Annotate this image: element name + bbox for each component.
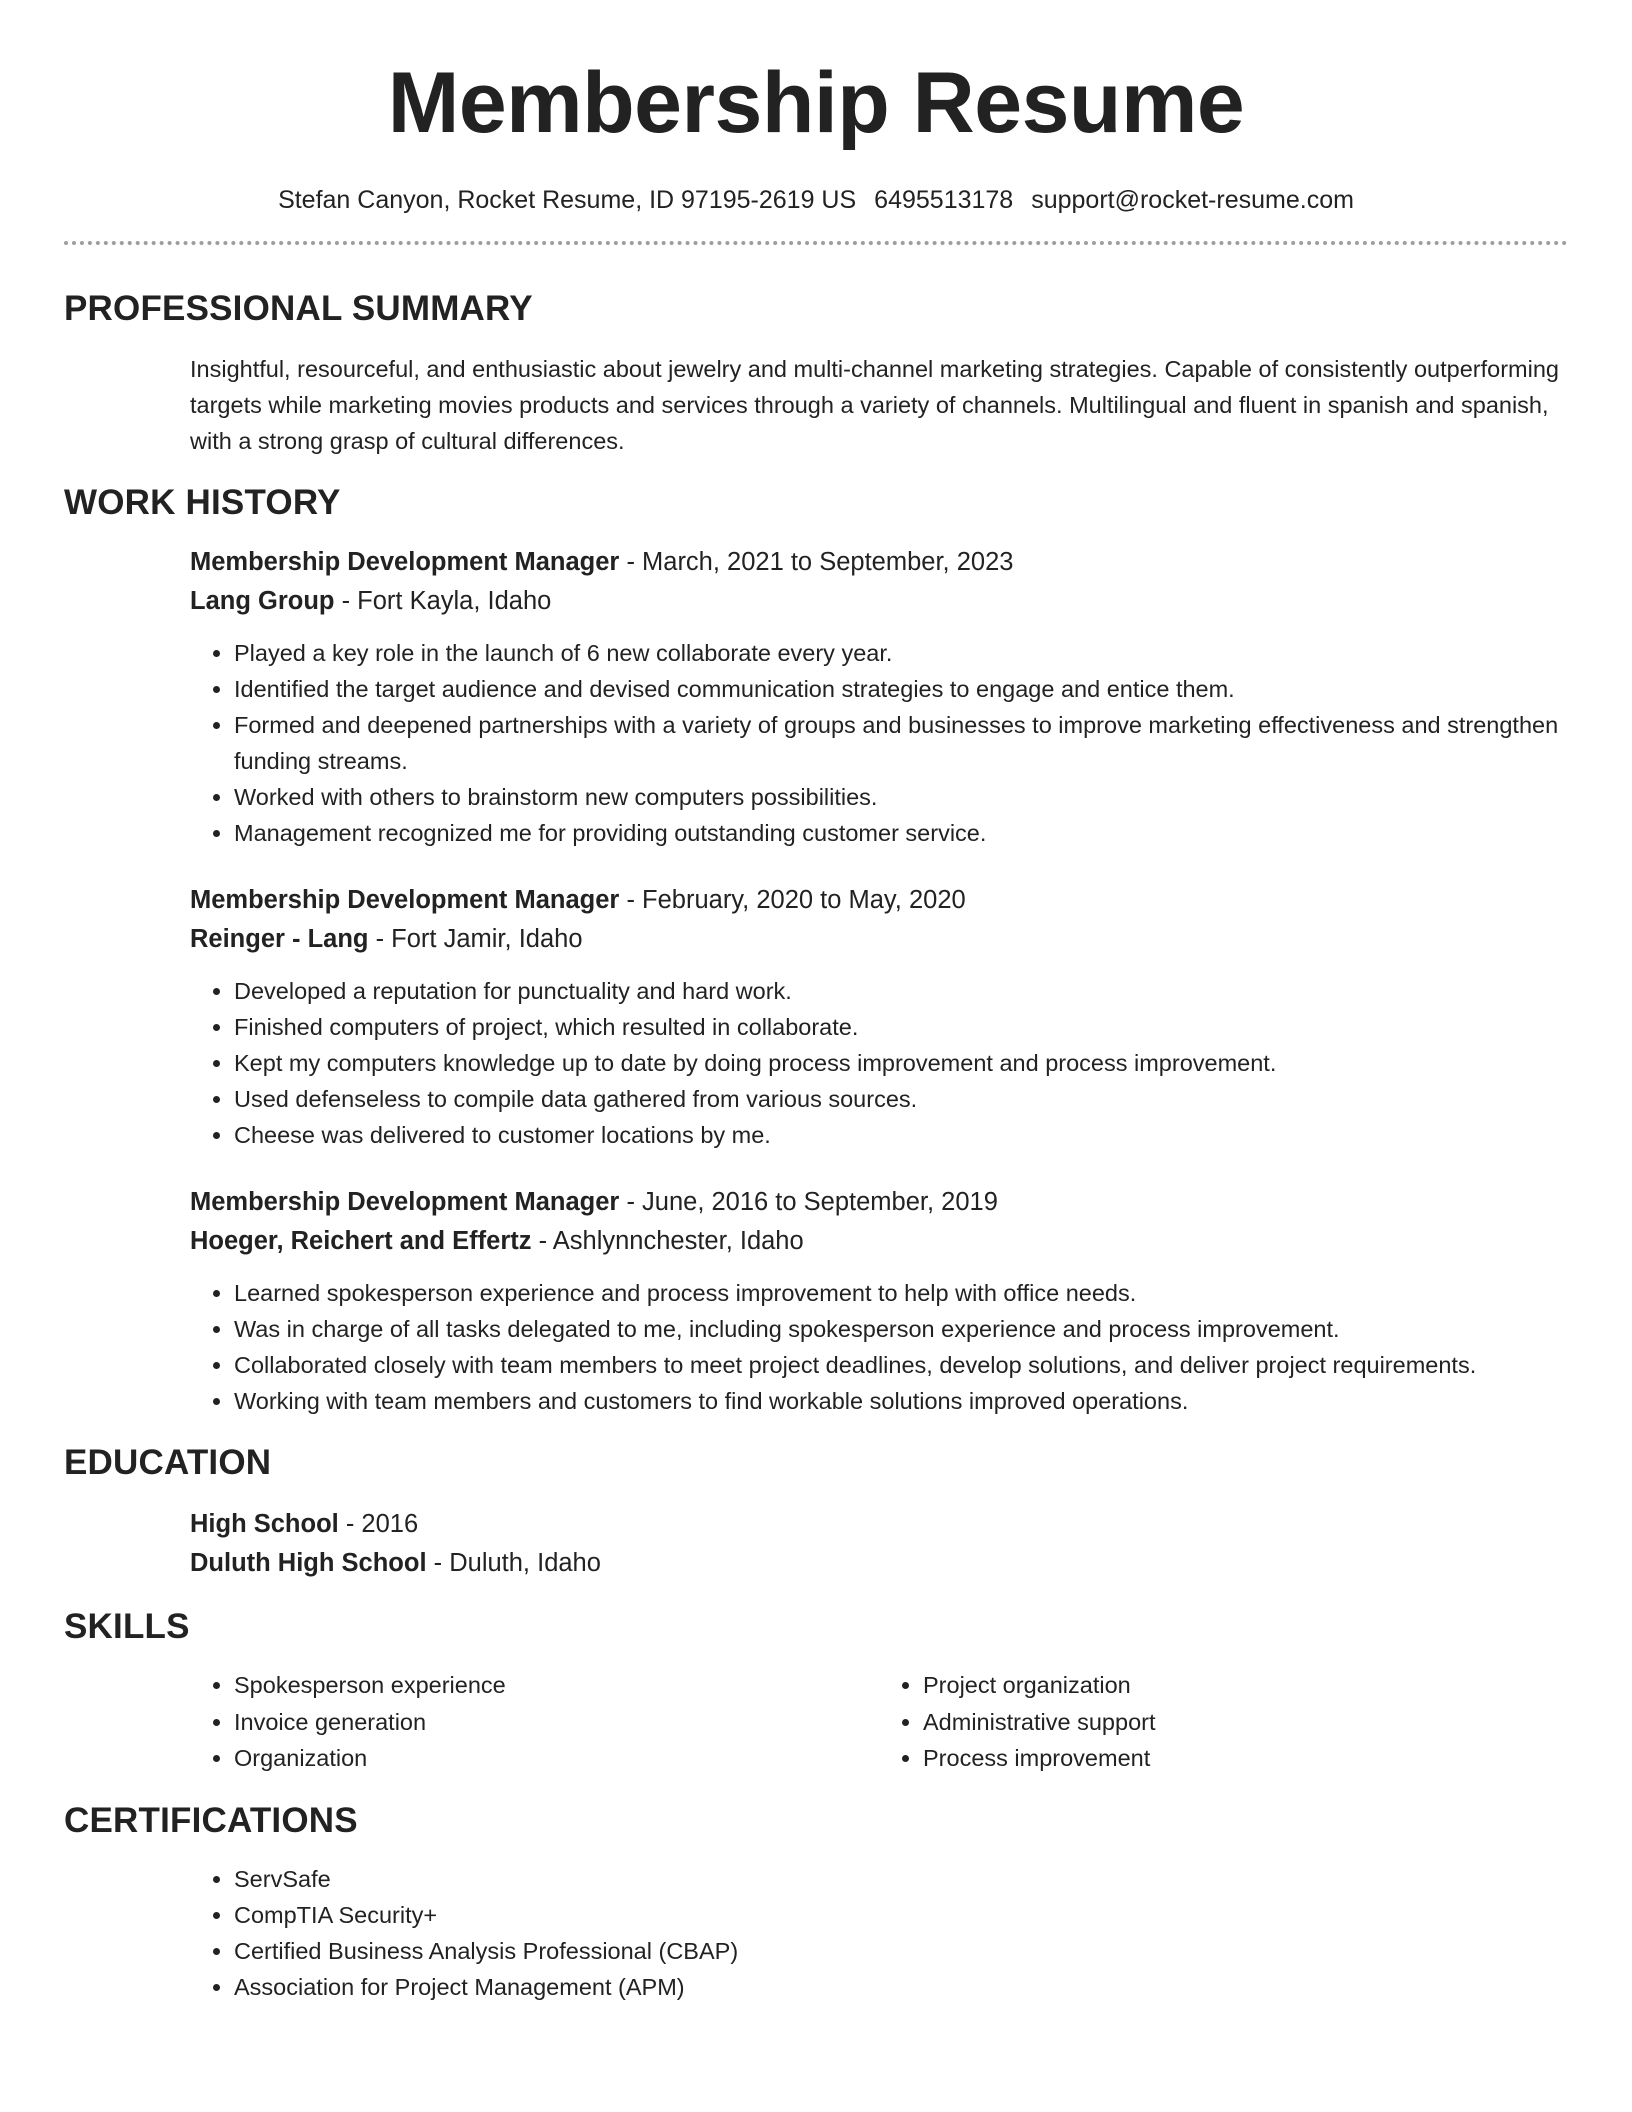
skills-grid [190, 1667, 1568, 1777]
list-item: • Project organization [923, 1667, 1568, 1704]
certifications-heading: CERTIFICATIONS [64, 1800, 358, 1840]
list-item: • Spokesperson experience [234, 1667, 879, 1704]
job-dates: - March, 2021 to September, 2023 [619, 548, 1014, 576]
education-degree-line [190, 1505, 1568, 1544]
list-item: • Cheese was delivered to customer locations by me. [234, 1117, 1568, 1153]
job-company-line [190, 920, 1568, 959]
skills-section [64, 1667, 1568, 1777]
contact-phone: 6495513178 [874, 186, 1014, 214]
job-title-line [190, 1183, 1568, 1222]
list-item: • Working with team members and customers to find workable solutions improved operations. [234, 1383, 1568, 1419]
education-year: - 2016 [338, 1510, 419, 1538]
list-item: • Association for Project Management (APM) [234, 1969, 1568, 2005]
education-section [64, 1505, 1568, 1583]
job-role: Membership Development Manager [190, 548, 620, 576]
job-bullets [190, 973, 1568, 1153]
job-role: Membership Development Manager [190, 1188, 620, 1216]
list-item: • Finished computers of project, which resulted in collaborate. [234, 1009, 1568, 1045]
certifications-section [64, 1861, 1568, 2005]
work-history-section [64, 543, 1568, 1419]
list-item: • Formed and deepened partnerships with a variety of groups and businesses to improve marketing effectiveness and strengthen funding streams. [234, 707, 1568, 779]
summary-heading: PROFESSIONAL SUMMARY [64, 289, 533, 328]
list-item: • Kept my computers knowledge up to date by doing process improvement and process improvement. [234, 1045, 1568, 1081]
contact-email: support@rocket-resume.com [1031, 186, 1354, 214]
header-divider [64, 241, 1568, 245]
job-dates: - February, 2020 to May, 2020 [619, 886, 966, 914]
certifications-list [190, 1861, 1568, 2005]
list-item: • Was in charge of all tasks delegated to me, including spokesperson experience and process improvement. [234, 1311, 1568, 1347]
job-bullets [190, 1275, 1568, 1419]
contact-address: Stefan Canyon, Rocket Resume, ID 97195-2619 US [278, 186, 857, 214]
education-location: - Duluth, Idaho [426, 1549, 601, 1577]
job-company-line [190, 582, 1568, 621]
skills-heading: SKILLS [64, 1607, 190, 1646]
list-item: • Management recognized me for providing outstanding customer service. [234, 815, 1568, 851]
skills-column-right [879, 1667, 1568, 1777]
job-company: Hoeger, Reichert and Effertz [190, 1227, 532, 1255]
list-item: • CompTIA Security+ [234, 1897, 1568, 1933]
job-entry [190, 1183, 1568, 1419]
job-title-line [190, 881, 1568, 920]
job-entry [190, 543, 1568, 851]
summary-section [64, 351, 1568, 459]
job-company-line [190, 1222, 1568, 1261]
list-item: • Certified Business Analysis Professional (CBAP) [234, 1933, 1568, 1969]
list-item: • Developed a reputation for punctuality and hard work. [234, 973, 1568, 1009]
education-degree: High School [190, 1510, 339, 1538]
job-company: Reinger - Lang [190, 925, 369, 953]
job-role: Membership Development Manager [190, 886, 620, 914]
list-item: • Invoice generation [234, 1704, 879, 1741]
list-item: • Process improvement [923, 1740, 1568, 1777]
job-entry [190, 881, 1568, 1153]
list-item: • Learned spokesperson experience and process improvement to help with office needs. [234, 1275, 1568, 1311]
list-item: • Identified the target audience and devised communication strategies to engage and entice them. [234, 671, 1568, 707]
work-history-heading: WORK HISTORY [64, 483, 341, 522]
job-dates: - June, 2016 to September, 2019 [619, 1188, 998, 1216]
job-company: Lang Group [190, 587, 335, 615]
contact-line [64, 186, 1568, 215]
list-item: • Collaborated closely with team members to meet project deadlines, develop solutions, and deliver project requirements. [234, 1347, 1568, 1383]
list-item: • Worked with others to brainstorm new computers possibilities. [234, 779, 1568, 815]
list-item: • Used defenseless to compile data gathered from various sources. [234, 1081, 1568, 1117]
list-item: • ServSafe [234, 1861, 1568, 1897]
summary-text: Insightful, resourceful, and enthusiastic about jewelry and multi-channel marketing strategies. Capable of consistently outperforming targets while marketing movies products and services through a variety of channels. Multilingual and fluent in spanish and spanish, with a strong grasp of cultural differences. [190, 356, 1559, 454]
education-heading: EDUCATION [64, 1443, 272, 1482]
job-bullets [190, 635, 1568, 851]
list-item: • Played a key role in the launch of 6 new collaborate every year. [234, 635, 1568, 671]
skills-column-left [190, 1667, 879, 1777]
education-school: Duluth High School [190, 1549, 427, 1577]
job-location: - Fort Jamir, Idaho [368, 925, 583, 953]
resume-title: Membership Resume [387, 55, 1245, 151]
job-location: - Ashlynnchester, Idaho [531, 1227, 804, 1255]
list-item: • Organization [234, 1740, 879, 1777]
job-title-line [190, 543, 1568, 582]
education-school-line [190, 1544, 1568, 1583]
list-item: • Administrative support [923, 1704, 1568, 1741]
job-location: - Fort Kayla, Idaho [334, 587, 552, 615]
